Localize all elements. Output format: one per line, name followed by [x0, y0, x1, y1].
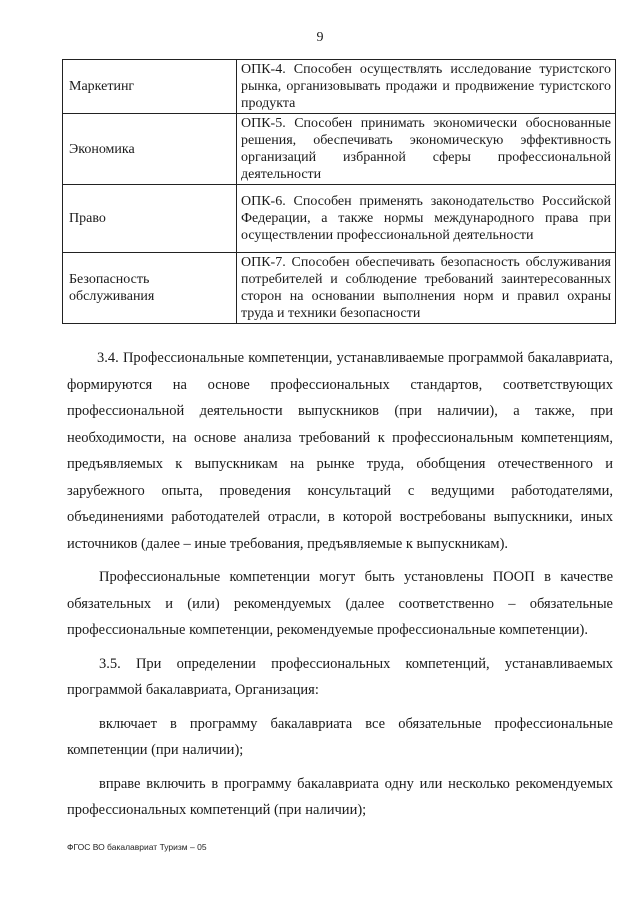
competence-cell: ОПК-6. Способен применять законодательство Российской Федерации, а также нормы международного права при осуществлении профессиональной деятельности	[237, 185, 616, 253]
paragraph-3-5: 3.5. При определении профессиональных компетенций, устанавливаемых программой бакалавриата, Организация:	[67, 655, 613, 698]
table-row	[63, 60, 616, 114]
paragraph-includes: включает в программу бакалавриата все обязательные профессиональные компетенции (при наличии);	[67, 715, 613, 758]
body-text	[67, 345, 613, 831]
area-cell: Экономика	[63, 114, 237, 185]
table-row	[63, 185, 616, 253]
competence-cell: ОПК-4. Способен осуществлять исследование туристского рынка, организовывать продажи и продвижение туристского продукта	[237, 60, 616, 114]
table-row	[63, 253, 616, 324]
area-cell: Право	[63, 185, 237, 253]
competence-table	[62, 59, 616, 324]
paragraph-may-include: вправе включить в программу бакалавриата одну или несколько рекомендуемых профессиональных компетенций (при наличии);	[67, 775, 613, 818]
area-cell: Безопасность обслуживания	[63, 253, 237, 324]
footer-note: ФГОС ВО бакалавриат Туризм – 05	[67, 842, 207, 852]
area-cell: Маркетинг	[63, 60, 237, 114]
competence-cell: ОПК-7. Способен обеспечивать безопасность обслуживания потребителей и соблюдение требований заинтересованных сторон на основании выполнения норм и правил охраны труда и техники безопасности	[237, 253, 616, 324]
competence-cell: ОПК-5. Способен принимать экономически обоснованные решения, обеспечивать экономическую эффективность организаций избранной сферы профессиональной деятельности	[237, 114, 616, 185]
table-row	[63, 114, 616, 185]
paragraph-professional-competences: Профессиональные компетенции могут быть установлены ПООП в качестве обязательных и (или) рекомендуемых (далее соответственно – обязательные профессиональные компетенции, рекомендуемые профессиональные компетенции).	[67, 569, 613, 638]
paragraph-3-4: 3.4. Профессиональные компетенции, устанавливаемые программой бакалавриата, формируются на основе профессиональных стандартов, соответствующих профессиональной деятельности выпускников (при наличии), а также, при необходимости, на основе анализа требований к профессиональным компетенциям, предъявляемых к выпускникам на рынке труда, обобщения отечественного и зарубежного опыта, проведения консультаций с ведущими работодателями, объединениями работодателей отрасли, в которой востребованы выпускники, иных источников (далее – иные требования, предъявляемые к выпускникам).	[67, 350, 613, 552]
page-number: 9	[316, 30, 324, 45]
